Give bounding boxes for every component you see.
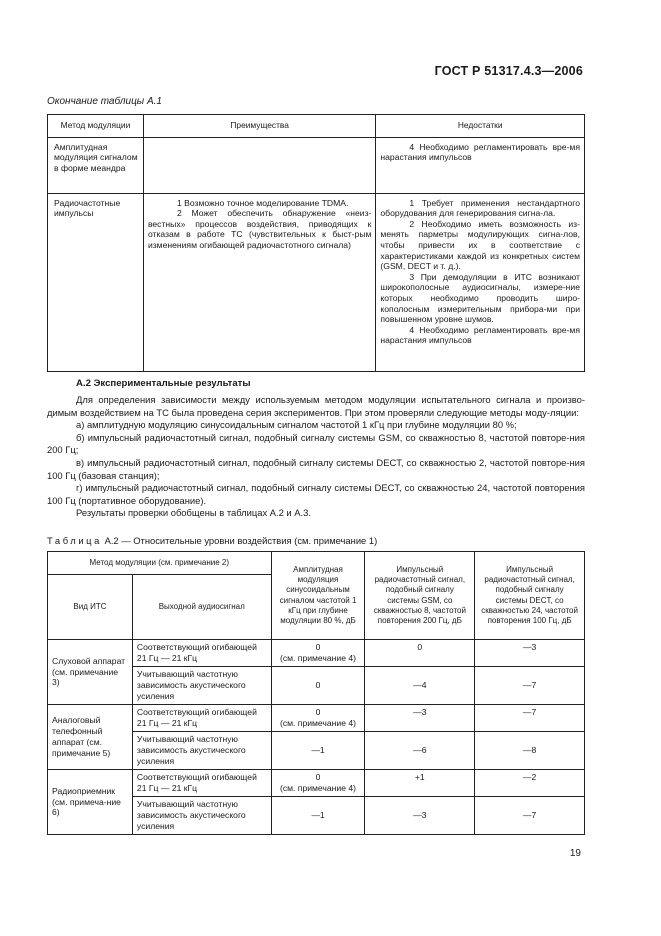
table2-signal-cell: Соответствующий огибающей 21 Гц — 21 кГц (132, 770, 271, 797)
table1-header-advantages: Преимущества (143, 115, 375, 138)
table2-am-cell (271, 705, 365, 732)
table1-caption: Окончание таблицы А.1 (47, 96, 162, 107)
disadvantage-item: 3 При демодуляции в ИТС возникают широкополосные аудиосигналы, измере-ние которых необходимо проводить широ-кополосным измерительным прибора-ми при повышенном уровне шумов. (380, 271, 580, 325)
table2-signal-cell: Соответствующий огибающей 21 Гц — 21 кГц (132, 640, 271, 667)
table2-signal-cell: Учитывающий частотную зависимость акустического усиления (132, 797, 271, 835)
table2-its-cell: Слуховой аппарат (см. примечание 3) (48, 640, 133, 705)
table2-header-gsm: Импульсный радиочастотный сигнал, подобный сигналу системы GSM, со скважностью 8, частотой повторения 200 Гц, дБ (365, 552, 475, 640)
advantage-item: 2 Может обеспечить обнаружение «неиз-вестных» процессов воздействия, приводящих к отказам в работе ТС (чувствительных к быст-рым изменениям огибающей радиочастотного сигнала) (147, 208, 372, 250)
table1-header-row (48, 115, 585, 138)
table2-gsm-cell: —6 (365, 732, 475, 770)
document-standard-number: ГОСТ Р 51317.4.3—2006 (434, 64, 583, 78)
table2-dect-cell: —7 (475, 705, 585, 732)
table-row (48, 137, 585, 193)
table2-gsm-cell: —3 (365, 797, 475, 835)
advantage-item: 1 Возможно точное моделирование TDMA. (176, 197, 349, 208)
table1-disadvantages-cell (376, 193, 585, 371)
table2-gsm-cell: —4 (365, 667, 475, 705)
table2-am-value: 0 (315, 707, 321, 718)
table2-dect-cell: —7 (475, 797, 585, 835)
table2-header-row (48, 552, 585, 575)
section-title: А.2 Экспериментальные результаты (76, 378, 251, 389)
table1-advantages-cell (143, 193, 375, 371)
table1-method-cell: Амплитудная модуляция сигналом в форме меандра (48, 137, 144, 193)
list-item: г) импульсный радиочастотный сигнал, подобный сигналу системы DECT, со скважностью 24, частотой повторения 100 Гц (портативное оборудование). (47, 482, 585, 506)
list-item: а) амплитудную модуляцию синусоидальным сигналом частотой 1 кГц при глубине модуляции 80 %; (76, 419, 517, 431)
table-row (48, 640, 585, 667)
disadvantage-item: 4 Необходимо регламентировать вре-мя нарастания импульсов (380, 324, 580, 346)
table2-dect-cell: —2 (475, 770, 585, 797)
table2-am-cell: —1 (271, 732, 365, 770)
table2-gsm-cell: —3 (365, 705, 475, 732)
section-intro: Для определения зависимости между используемым методом модуляции испытательного сигнала и произво-димым воздействием на ТС была проведена серия экспериментов. При этом проверяли следующие методы моду-ляции: (47, 394, 585, 418)
table2-dect-cell: —8 (475, 732, 585, 770)
table1-header-disadvantages: Недостатки (376, 115, 585, 138)
table2-gsm-cell: +1 (365, 770, 475, 797)
table2-signal-cell: Учитывающий частотную зависимость акустического усиления (132, 732, 271, 770)
table2-caption (47, 535, 377, 546)
table2-dect-cell: —7 (475, 667, 585, 705)
table2-header-dect: Импульсный радиочастотный сигнал, подобный сигналу системы DECT, со скважностью 24, частотой повторения 100 Гц, дБ (475, 552, 585, 640)
table2-am-note: (см. примечание 4) (279, 653, 357, 663)
table1-disadvantages-cell (376, 137, 585, 193)
table2-header-method-group: Метод модуляции (см. примечание 2) (48, 552, 272, 575)
table2-am-cell: —1 (271, 797, 365, 835)
table2-am-cell (271, 770, 365, 797)
table2-header-am: Амплитудная модуляция синусоидальным сигналом частотой 1 кГц при глубине модуляции 80 %, дБ (271, 552, 365, 640)
table2-signal-cell: Соответствующий огибающей 21 Гц — 21 кГц (132, 705, 271, 732)
table2-relative-levels (47, 551, 585, 835)
table2-header-output-signal: Выходной аудиосигнал (132, 575, 271, 640)
disadvantage-item: 2 Необходимо иметь возможность из-менять парметры модулирующих сигна-лов, чтобы привести их в соответствие с характеристиками каждой из конкретных систем (GSM, DECT и т. д.). (380, 218, 580, 272)
table2-am-cell: 0 (271, 667, 365, 705)
table2-am-note: (см. примечание 4) (279, 718, 357, 728)
table2-caption-text: А.2 — Относительные уровни воздействия (см. примечание 1) (104, 535, 378, 546)
table2-gsm-cell: 0 (365, 640, 475, 667)
table2-signal-cell: Учитывающий частотную зависимость акустического усиления (132, 667, 271, 705)
table1-advantages-cell (143, 137, 375, 193)
table2-am-value: 0 (315, 772, 321, 783)
table-row (48, 770, 585, 797)
table1-method-cell: Радиочастотные импульсы (48, 193, 144, 371)
disadvantage-item: 1 Требует применения нестандартного оборудования для генерирования сигна-ла. (380, 197, 580, 219)
table1-modulation-methods (47, 114, 585, 372)
disadvantage-item: 4 Необходимо регламентировать вре-мя нарастания импульсов (380, 141, 580, 163)
table2-its-cell: Аналоговый телефонный аппарат (см. примечание 5) (48, 705, 133, 770)
table2-dect-cell: —3 (475, 640, 585, 667)
table2-its-cell: Радиоприемник (см. примеча-ние 6) (48, 770, 133, 835)
list-item: б) импульсный радиочастотный сигнал, подобный сигналу системы GSM, со скважностью 8, частотой повторе-ния 200 Гц; (47, 431, 585, 456)
table-row (48, 705, 585, 732)
table2-header-its-type: Вид ИТС (48, 575, 133, 640)
table2-am-note: (см. примечание 4) (279, 783, 357, 793)
section-summary: Результаты проверки обобщены в таблицах А.2 и А.3. (76, 507, 311, 519)
page-number: 19 (569, 848, 581, 859)
list-item: в) импульсный радиочастотный сигнал, подобный сигналу системы DECT, со скважностью 2, частотой повторе-ния 100 Гц (базовая станция); (47, 456, 585, 481)
table2-caption-word: Таблица (47, 535, 102, 546)
table2-am-value: 0 (315, 642, 321, 653)
section-body (47, 394, 585, 520)
table-row (48, 193, 585, 371)
table2-am-cell (271, 640, 365, 667)
table1-header-method: Метод модуляции (48, 115, 144, 138)
